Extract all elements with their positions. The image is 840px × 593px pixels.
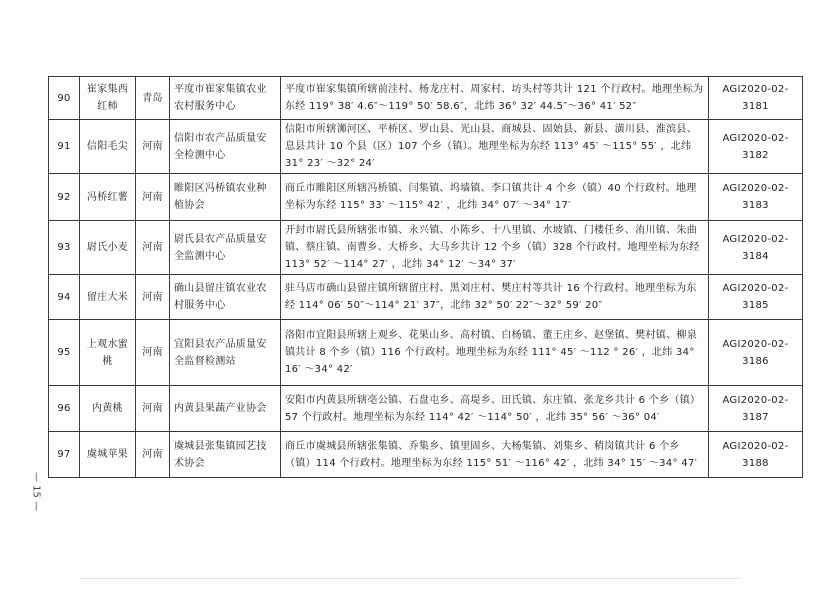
- product-name: 内黄桃: [80, 386, 136, 432]
- product-name: 上观水蜜桃: [80, 320, 136, 386]
- protection-scope: 安阳市内黄县所辖亳公镇、石盘屯乡、高堤乡、田氏镇、东庄镇、张龙乡共计 6 个乡（镇）57 个行政村。地理坐标为东经 114° 42′ ～114° 50′ ，北纬 35° 56′ ～36° 04′: [281, 386, 709, 432]
- registration-number: AGI2020-02-3185: [709, 275, 803, 320]
- table-row: [49, 320, 803, 386]
- applicant: 确山县留庄镇农业农村服务中心: [170, 275, 281, 320]
- row-number: 96: [49, 386, 80, 432]
- registration-number: AGI2020-02-3182: [709, 120, 803, 174]
- applicant: 内黄县果蔬产业协会: [170, 386, 281, 432]
- table-row: [49, 275, 803, 320]
- protection-scope: 平度市崔家集镇所辖前洼村、杨龙庄村、周家村、坊头村等共计 121 个行政村。地理坐标为东经 119° 38′ 4.6″～119° 50′ 58.6″，北纬 36° 32′ 44.5″～36° 41′ 52″: [281, 77, 709, 120]
- registration-number: AGI2020-02-3183: [709, 174, 803, 221]
- product-name: 崔家集西红柿: [80, 77, 136, 120]
- province: 河南: [136, 120, 170, 174]
- protection-scope: 商丘市睢阳区所辖冯桥镇、闫集镇、坞墙镇、李口镇共计 4 个乡（镇）40 个行政村。地理坐标为东经 115° 33′ ～115° 42′ ，北纬 34° 07′ ～34° 17′: [281, 174, 709, 221]
- table-row: [49, 221, 803, 275]
- scan-artifact-line: [80, 578, 740, 579]
- applicant: 尉氏县农产品质量安全监测中心: [170, 221, 281, 275]
- registration-number: AGI2020-02-3184: [709, 221, 803, 275]
- product-name: 冯桥红薯: [80, 174, 136, 221]
- applicant: 睢阳区冯桥镇农业种植协会: [170, 174, 281, 221]
- protection-scope: 信阳市所辖浉河区、平桥区、罗山县、光山县、商城县、固始县、新县、潢川县、淮滨县、息县共计 10 个县（区）107 个乡（镇）。地理坐标为东经 113° 45′ ～115° 55′ ，北纬 31° 23′ ～32° 24′: [281, 120, 709, 174]
- province: 青岛: [136, 77, 170, 120]
- protection-scope: 洛阳市宜阳县所辖上观乡、花果山乡、高村镇、白杨镇、董王庄乡、赵堡镇、樊村镇、柳泉镇共计 8 个乡（镇）116 个行政村。地理坐标为东经 111° 45′ ～112 ° 26′ ，北纬 34° 16′ ～34° 42′: [281, 320, 709, 386]
- table-row: [49, 120, 803, 174]
- protection-scope: 商丘市虞城县所辖张集镇、乔集乡、镇里固乡、大杨集镇、刘集乡、稍岗镇共计 6 个乡（镇）114 个行政村。地理坐标为东经 115° 51′ ～116° 42′ ，北纬 34° 15′ ～34° 47′: [281, 432, 709, 478]
- province: 河南: [136, 221, 170, 275]
- row-number: 95: [49, 320, 80, 386]
- province: 河南: [136, 432, 170, 478]
- row-number: 93: [49, 221, 80, 275]
- protection-scope: 驻马店市确山县留庄镇所辖留庄村、黑刘庄村、樊庄村等共计 16 个行政村。地理坐标为东经 114° 06′ 50″～114° 21′ 37″，北纬 32° 50′ 22″～32° 59′ 20″: [281, 275, 709, 320]
- product-name: 信阳毛尖: [80, 120, 136, 174]
- province: 河南: [136, 174, 170, 221]
- applicant: 信阳市农产品质量安全检测中心: [170, 120, 281, 174]
- applicant: 平度市崔家集镇农业农村服务中心: [170, 77, 281, 120]
- table-row: [49, 174, 803, 221]
- registration-number: AGI2020-02-3181: [709, 77, 803, 120]
- applicant: 虞城县张集镇园艺技术协会: [170, 432, 281, 478]
- product-name: 虞城苹果: [80, 432, 136, 478]
- table-row: [49, 432, 803, 478]
- product-name: 尉氏小麦: [80, 221, 136, 275]
- applicant: 宜阳县农产品质量安全监督检测站: [170, 320, 281, 386]
- table-row: [49, 77, 803, 120]
- registration-number: AGI2020-02-3188: [709, 432, 803, 478]
- registration-number: AGI2020-02-3187: [709, 386, 803, 432]
- registration-table: [48, 76, 803, 478]
- row-number: 97: [49, 432, 80, 478]
- registration-number: AGI2020-02-3186: [709, 320, 803, 386]
- province: 河南: [136, 275, 170, 320]
- product-name: 留庄大米: [80, 275, 136, 320]
- province: 河南: [136, 386, 170, 432]
- province: 河南: [136, 320, 170, 386]
- row-number: 94: [49, 275, 80, 320]
- row-number: 92: [49, 174, 80, 221]
- row-number: 90: [49, 77, 80, 120]
- page-number: — 15 —: [30, 472, 42, 512]
- row-number: 91: [49, 120, 80, 174]
- table-row: [49, 386, 803, 432]
- protection-scope: 开封市尉氏县所辖张市镇、永兴镇、小陈乡、十八里镇、水坡镇、门楼任乡、洧川镇、朱曲镇、蔡庄镇、南曹乡、大桥乡、大马乡共计 12 个乡（镇）328 个行政村。地理坐标为东经 113° 52′ ～114° 27′ ，北纬 34° 12′ ～34° 37′: [281, 221, 709, 275]
